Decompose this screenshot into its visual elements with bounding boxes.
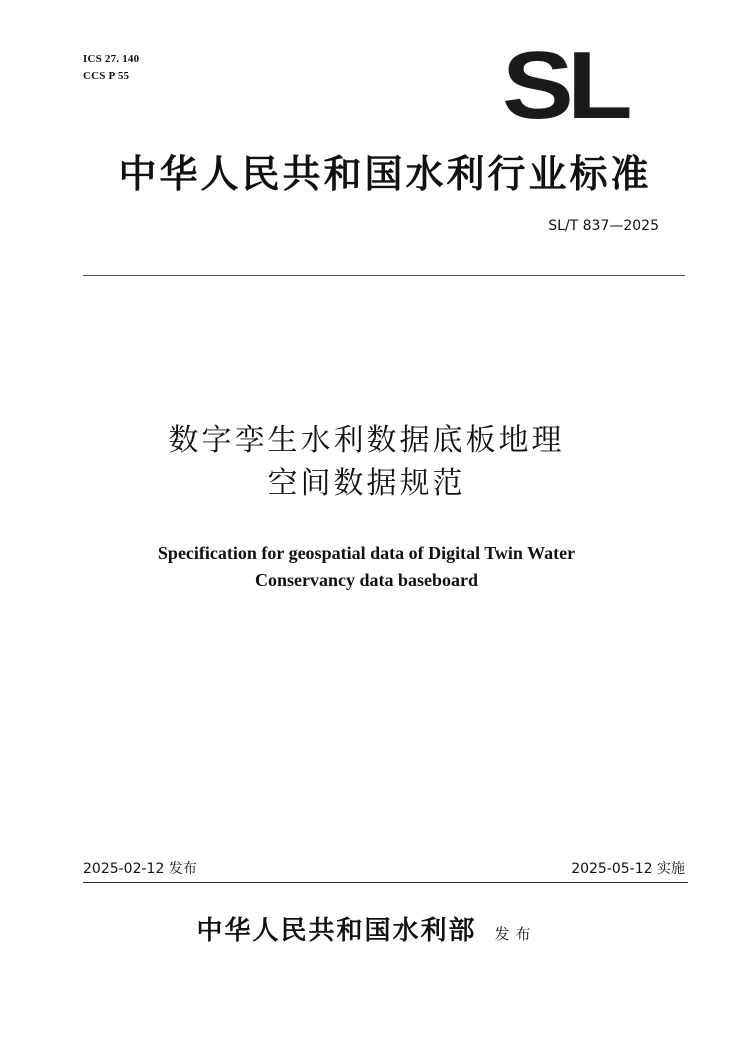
ccs-code: CCS P 55: [83, 70, 130, 82]
cn-title-line1: 数字孪生水利数据底板地理: [168, 423, 565, 458]
issuer-action: 发布: [494, 925, 537, 943]
issuer-line: [60, 910, 673, 947]
en-title-line2: Conservancy data baseboard: [254, 570, 478, 590]
ics-code: ICS 27. 140: [83, 53, 140, 65]
standard-category: 中华人民共和国水利行业标准: [118, 151, 652, 196]
sl-logo: SL: [502, 32, 626, 139]
footer-divider: [83, 882, 688, 883]
header-divider: [83, 275, 685, 276]
issuer-organization: 中华人民共和国水利部: [196, 916, 477, 946]
implementation-date: 2025-05-12 实施: [571, 861, 685, 877]
standard-code: SL/T 837—2025: [548, 218, 659, 234]
cn-title-line2: 空间数据规范: [267, 466, 466, 501]
en-title-line1: Specification for geospatial data of Digital Twin Water: [157, 543, 576, 563]
issue-date: 2025-02-12 发布: [83, 861, 197, 877]
